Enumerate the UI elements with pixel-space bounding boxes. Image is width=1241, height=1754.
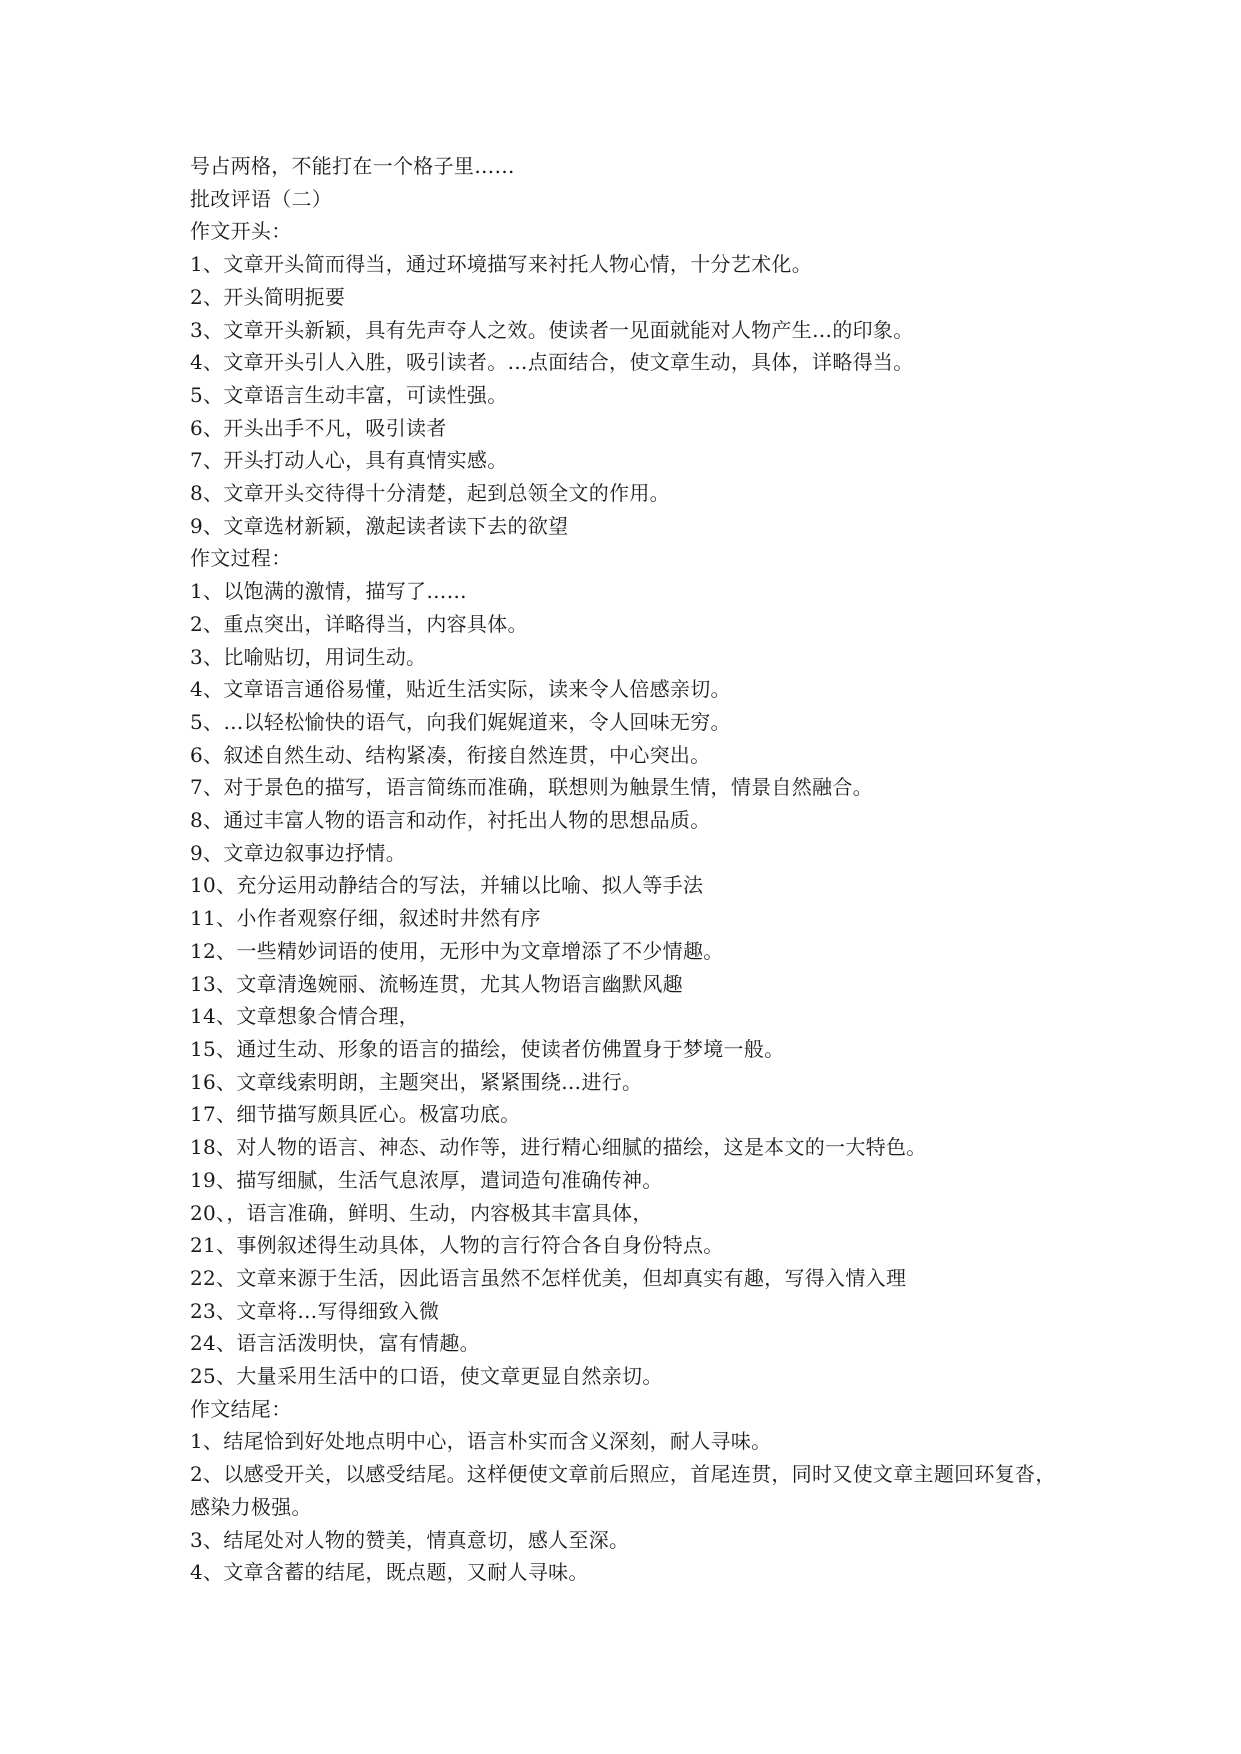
section-heading: 作文开头： <box>190 219 292 244</box>
list-item: 9、文章边叙事边抒情。 <box>190 840 407 865</box>
list-item: 5、…以轻松愉快的语气，向我们娓娓道来，令人回味无穷。 <box>190 709 731 734</box>
section-opening <box>190 215 1070 542</box>
page-title: 批改评语（二） <box>190 186 333 211</box>
list-item: 1、文章开头简而得当，通过环境描写来衬托人物心情，十分艺术化。 <box>190 252 813 277</box>
list-item: 24、语言活泼明快，富有情趣。 <box>190 1331 480 1356</box>
list-item: 8、通过丰富人物的语言和动作，衬托出人物的思想品质。 <box>190 808 711 833</box>
list-item: 15、通过生动、形象的语言的描绘，使读者仿佛置身于梦境一般。 <box>190 1036 785 1061</box>
list-item: 14、文章想象合情合理， <box>190 1004 420 1029</box>
list-item: 6、开头出手不凡，吸引读者 <box>190 415 447 440</box>
list-item: 4、文章语言通俗易懂，贴近生活实际，读来令人倍感亲切。 <box>190 677 731 702</box>
list-item: 22、文章来源于生活，因此语言虽然不怎样优美，但却真实有趣，写得入情入理 <box>190 1265 907 1290</box>
section-ending <box>190 1393 1070 1589</box>
list-item: 20、，语言准确，鲜明、生动，内容极其丰富具体， <box>190 1200 653 1225</box>
list-item: 17、细节描写颇具匠心。极富功底。 <box>190 1102 521 1127</box>
list-item: 7、对于景色的描写，语言简练而准确，联想则为触景生情，情景自然融合。 <box>190 775 873 800</box>
list-item: 25、大量采用生活中的口语，使文章更显自然亲切。 <box>190 1364 663 1389</box>
list-item: 21、事例叙述得生动具体，人物的言行符合各自身份特点。 <box>190 1233 724 1258</box>
list-item: 23、文章将…写得细致入微 <box>190 1298 440 1323</box>
list-item: 9、文章选材新颖，激起读者读下去的欲望 <box>190 513 569 538</box>
list-item: 19、描写细腻，生活气息浓厚，遣词造句准确传神。 <box>190 1167 663 1192</box>
list-item: 6、叙述自然生动、结构紧凑，衔接自然连贯，中心突出。 <box>190 742 711 767</box>
section-heading: 作文结尾： <box>190 1396 292 1421</box>
list-item: 3、结尾处对人物的赞美，情真意切，感人至深。 <box>190 1527 630 1552</box>
section-heading: 作文过程： <box>190 546 292 571</box>
list-item: 10、充分运用动静结合的写法，并辅以比喻、拟人等手法 <box>190 873 704 898</box>
list-item: 13、文章清逸婉丽、流畅连贯，尤其人物语言幽默风趣 <box>190 971 683 996</box>
document-body <box>190 150 1070 1589</box>
list-item: 3、比喻贴切，用词生动。 <box>190 644 427 669</box>
list-item: 5、文章语言生动丰富，可读性强。 <box>190 382 508 407</box>
list-item: 7、开头打动人心，具有真情实感。 <box>190 448 508 473</box>
list-item: 3、文章开头新颖，具有先声夺人之效。使读者一见面就能对人物产生…的印象。 <box>190 317 914 342</box>
list-item: 11、小作者观察仔细，叙述时井然有序 <box>190 906 541 931</box>
list-item: 4、文章含蓄的结尾，既点题，又耐人寻味。 <box>190 1560 589 1585</box>
list-item: 16、文章线索明朗，主题突出，紧紧围绕…进行。 <box>190 1069 643 1094</box>
intro-line: 号占两格，不能打在一个格子里…… <box>190 154 515 178</box>
list-item: 2、重点突出，详略得当，内容具体。 <box>190 611 528 636</box>
list-item: 2、以感受开关，以感受结尾。这样便使文章前后照应，首尾连贯，同时又使文章主题回环复沓，感染力极强。 <box>190 1462 1056 1519</box>
list-item: 2、开头简明扼要 <box>190 284 346 309</box>
list-item: 4、文章开头引人入胜，吸引读者。…点面结合，使文章生动，具体，详略得当。 <box>190 350 914 375</box>
list-item: 8、文章开头交待得十分清楚，起到总领全文的作用。 <box>190 481 670 506</box>
list-item: 12、一些精妙词语的使用，无形中为文章增添了不少情趣。 <box>190 938 724 963</box>
list-item: 1、结尾恰到好处地点明中心，语言朴实而含义深刻，耐人寻味。 <box>190 1429 772 1454</box>
section-process <box>190 542 1070 1392</box>
list-item: 18、对人物的语言、神态、动作等，进行精心细腻的描绘，这是本文的一大特色。 <box>190 1135 927 1160</box>
list-item: 1、以饱满的激情，描写了…… <box>190 579 467 604</box>
